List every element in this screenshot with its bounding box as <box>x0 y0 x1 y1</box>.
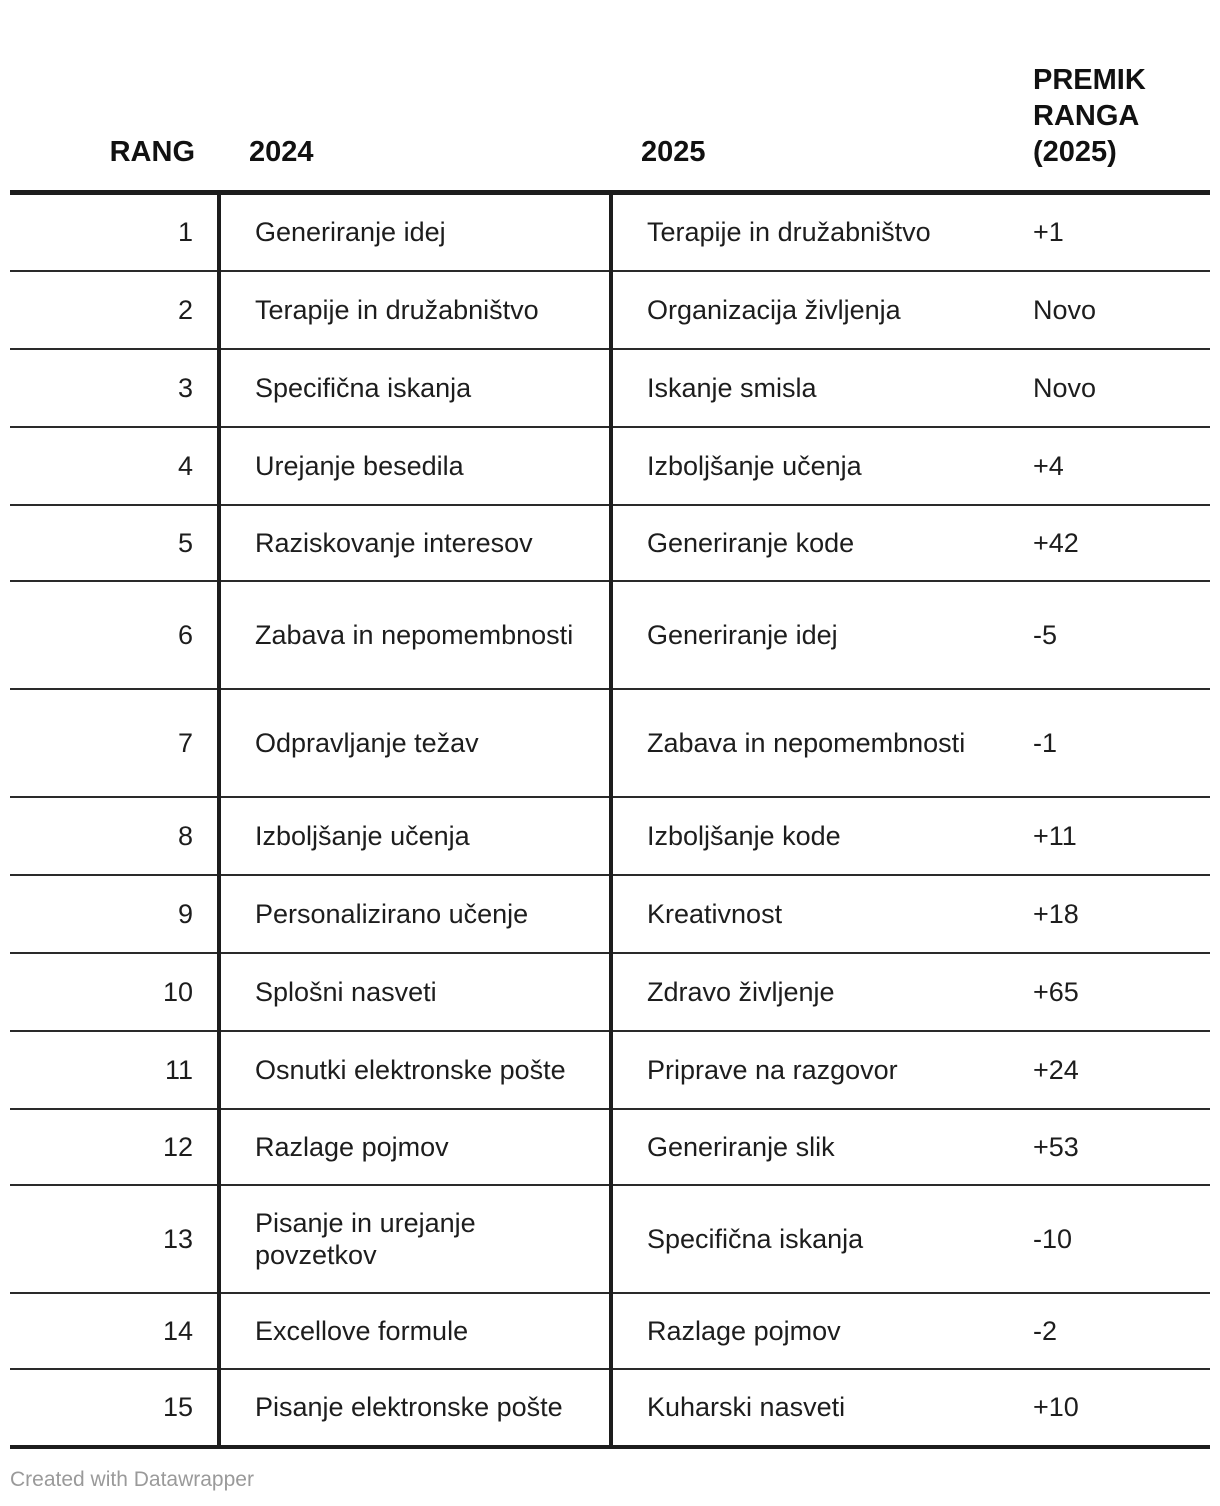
cell-rank-move: +4 <box>1003 427 1210 505</box>
cell-rank-move: +1 <box>1003 193 1210 271</box>
cell-2024: Generiranje idej <box>219 193 611 271</box>
cell-rank: 8 <box>10 797 219 875</box>
cell-2024: Pisanje in urejanje povzetkov <box>219 1185 611 1293</box>
table-body <box>10 193 1210 1447</box>
cell-2025: Zdravo življenje <box>611 953 1003 1031</box>
table-row <box>10 953 1210 1031</box>
table-header <box>10 0 1210 193</box>
cell-rank-move: Novo <box>1003 349 1210 427</box>
cell-2024: Zabava in nepomembnosti <box>219 581 611 689</box>
cell-rank: 15 <box>10 1369 219 1447</box>
table-row <box>10 581 1210 689</box>
datawrapper-credit[interactable]: Created with Datawrapper <box>10 1468 254 1491</box>
cell-2025: Razlage pojmov <box>611 1293 1003 1369</box>
cell-2025: Terapije in družabništvo <box>611 193 1003 271</box>
cell-2025: Generiranje slik <box>611 1109 1003 1185</box>
cell-rank-move: -5 <box>1003 581 1210 689</box>
cell-2025: Specifična iskanja <box>611 1185 1003 1293</box>
header-2024: 2024 <box>219 0 611 193</box>
table-row <box>10 689 1210 797</box>
cell-2024: Osnutki elektronske pošte <box>219 1031 611 1109</box>
cell-rank: 3 <box>10 349 219 427</box>
cell-rank-move: +24 <box>1003 1031 1210 1109</box>
cell-2024: Razlage pojmov <box>219 1109 611 1185</box>
ranking-table <box>10 0 1210 1449</box>
cell-rank: 11 <box>10 1031 219 1109</box>
cell-2025: Izboljšanje učenja <box>611 427 1003 505</box>
cell-rank: 6 <box>10 581 219 689</box>
cell-rank-move: +65 <box>1003 953 1210 1031</box>
cell-2024: Terapije in družabništvo <box>219 271 611 349</box>
cell-2024: Pisanje elektronske pošte <box>219 1369 611 1447</box>
cell-rank: 12 <box>10 1109 219 1185</box>
cell-2025: Kuharski nasveti <box>611 1369 1003 1447</box>
table-row <box>10 427 1210 505</box>
cell-2025: Generiranje idej <box>611 581 1003 689</box>
cell-rank-move: +42 <box>1003 505 1210 581</box>
cell-2024: Splošni nasveti <box>219 953 611 1031</box>
cell-rank-move: Novo <box>1003 271 1210 349</box>
table-row <box>10 1293 1210 1369</box>
cell-rank: 13 <box>10 1185 219 1293</box>
cell-rank: 10 <box>10 953 219 1031</box>
cell-2025: Zabava in nepomembnosti <box>611 689 1003 797</box>
cell-2024: Raziskovanje interesov <box>219 505 611 581</box>
cell-rank: 14 <box>10 1293 219 1369</box>
cell-rank-move: +53 <box>1003 1109 1210 1185</box>
cell-rank-move: +18 <box>1003 875 1210 953</box>
table-row <box>10 193 1210 271</box>
table-row <box>10 875 1210 953</box>
cell-2025: Kreativnost <box>611 875 1003 953</box>
cell-rank: 9 <box>10 875 219 953</box>
header-rang: RANG <box>10 0 219 193</box>
cell-2024: Excellove formule <box>219 1293 611 1369</box>
cell-rank: 7 <box>10 689 219 797</box>
table-row <box>10 1031 1210 1109</box>
header-rank-move: PREMIK RANGA (2025) <box>1003 0 1210 193</box>
table-row <box>10 505 1210 581</box>
ranking-table-container <box>10 0 1210 1449</box>
table-row <box>10 349 1210 427</box>
cell-rank-move: +11 <box>1003 797 1210 875</box>
cell-2024: Odpravljanje težav <box>219 689 611 797</box>
cell-2025: Iskanje smisla <box>611 349 1003 427</box>
cell-rank: 1 <box>10 193 219 271</box>
header-2025: 2025 <box>611 0 1003 193</box>
cell-rank: 5 <box>10 505 219 581</box>
cell-2024: Urejanje besedila <box>219 427 611 505</box>
cell-2025: Izboljšanje kode <box>611 797 1003 875</box>
cell-2024: Specifična iskanja <box>219 349 611 427</box>
cell-2025: Generiranje kode <box>611 505 1003 581</box>
cell-rank-move: -2 <box>1003 1293 1210 1369</box>
cell-rank: 4 <box>10 427 219 505</box>
table-row <box>10 271 1210 349</box>
header-row <box>10 0 1210 193</box>
cell-2025: Organizacija življenja <box>611 271 1003 349</box>
table-row <box>10 1185 1210 1293</box>
cell-rank-move: -10 <box>1003 1185 1210 1293</box>
cell-rank-move: -1 <box>1003 689 1210 797</box>
table-row <box>10 1109 1210 1185</box>
cell-2024: Izboljšanje učenja <box>219 797 611 875</box>
table-row <box>10 1369 1210 1447</box>
table-row <box>10 797 1210 875</box>
cell-rank-move: +10 <box>1003 1369 1210 1447</box>
cell-2025: Priprave na razgovor <box>611 1031 1003 1109</box>
cell-rank: 2 <box>10 271 219 349</box>
cell-2024: Personalizirano učenje <box>219 875 611 953</box>
